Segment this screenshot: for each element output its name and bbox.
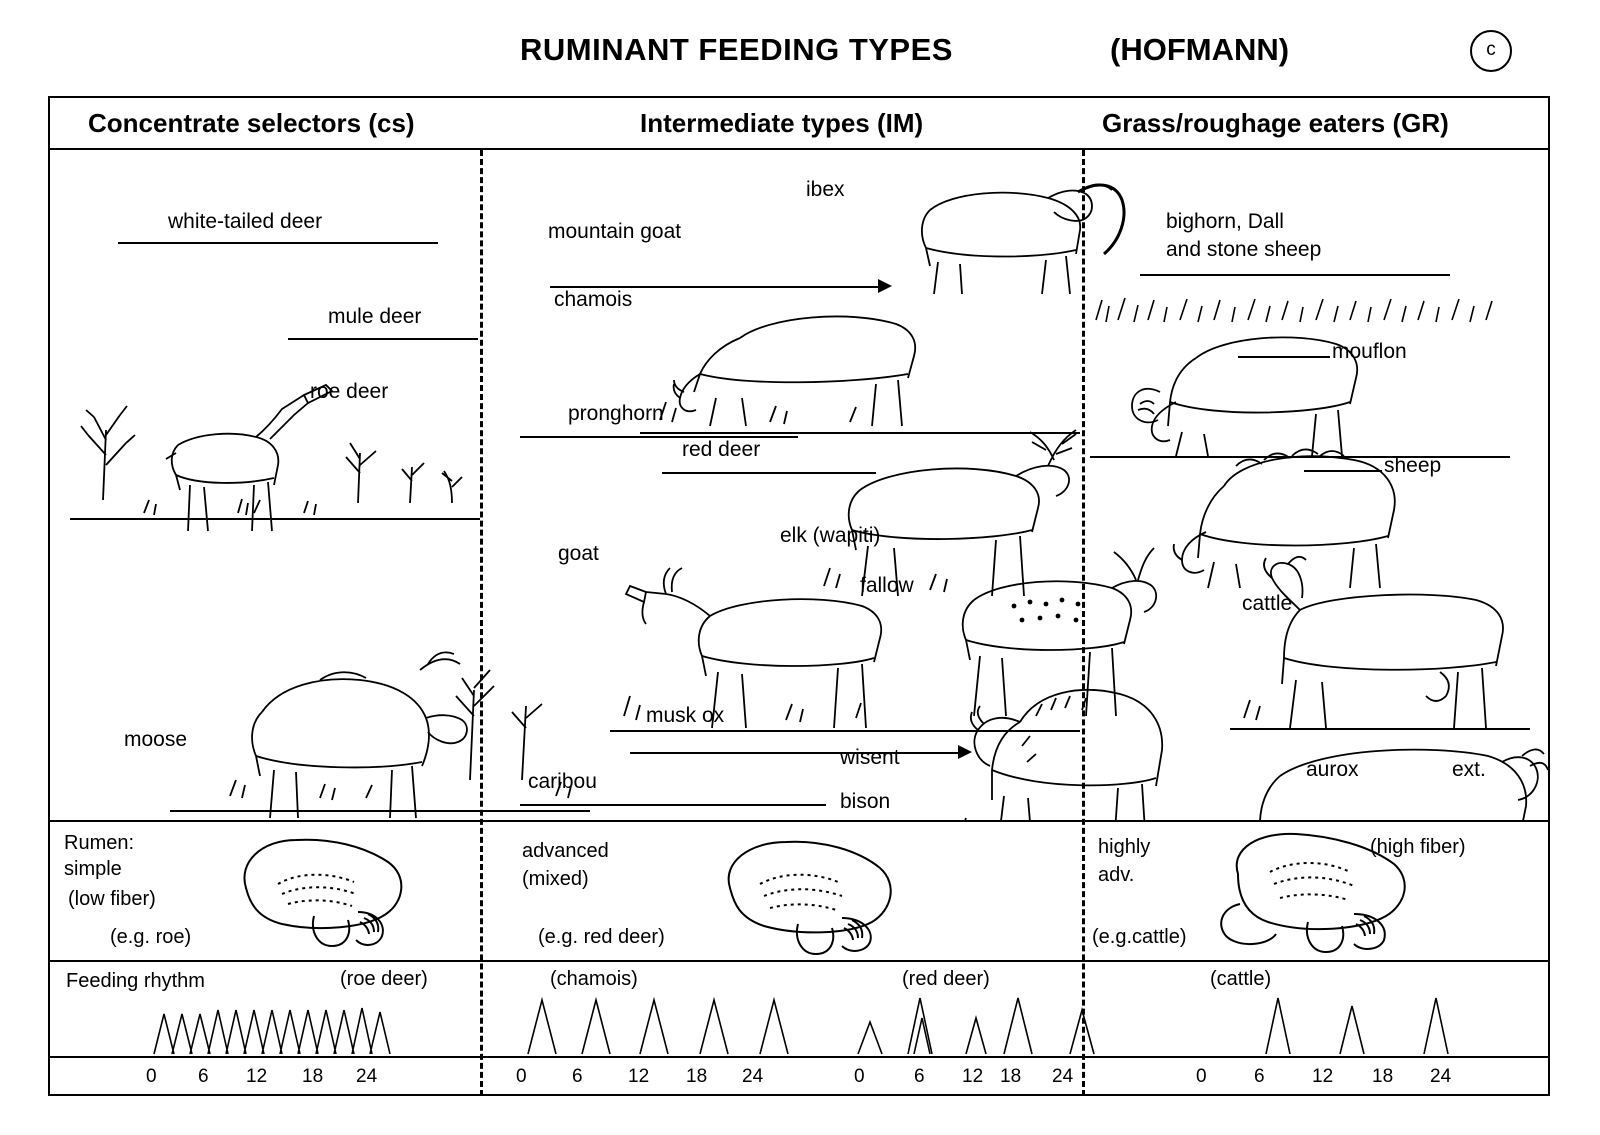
ground-line-cs-top bbox=[70, 518, 480, 520]
rumen-im-line2: (mixed) bbox=[522, 868, 589, 890]
rule-white-tailed-deer bbox=[118, 242, 438, 244]
chart-rhythm-chamois bbox=[516, 992, 816, 1056]
chart-rhythm-cattle bbox=[1200, 992, 1500, 1056]
rhythm-im-species-2: (red deer) bbox=[902, 968, 990, 990]
axis-tick-gr-0: 0 bbox=[1196, 1066, 1207, 1087]
divider-im-gr bbox=[1082, 150, 1085, 1096]
chart-rhythm-red-deer bbox=[852, 992, 1132, 1056]
label-fallow: fallow bbox=[860, 574, 914, 597]
axis-tick-im1-0: 0 bbox=[516, 1066, 527, 1087]
rumen-im-line1: advanced bbox=[522, 840, 609, 862]
diagram-frame bbox=[48, 96, 1550, 1096]
rhythm-cs-species: (roe deer) bbox=[340, 968, 428, 990]
label-goat: goat bbox=[558, 542, 599, 565]
axis-tick-cs-0: 0 bbox=[146, 1066, 157, 1087]
sketch-moose-browsing bbox=[170, 620, 590, 820]
rhythm-row-label: Feeding rhythm bbox=[66, 970, 205, 992]
rumen-gr-line1: highly bbox=[1098, 836, 1151, 858]
label-wisent: wisent bbox=[840, 746, 900, 769]
rumen-im-example: (e.g. red deer) bbox=[538, 926, 665, 948]
label-bighorn-line1: bighorn, Dall bbox=[1166, 210, 1284, 233]
column-header-im: Intermediate types (IM) bbox=[640, 108, 924, 138]
axis-tick-im1-18: 18 bbox=[686, 1066, 708, 1087]
label-mouflon: mouflon bbox=[1332, 340, 1407, 363]
label-sheep: sheep bbox=[1384, 454, 1442, 477]
rumen-cs-line2: (low fiber) bbox=[68, 888, 156, 910]
arrow-line-musk-ox bbox=[630, 752, 960, 754]
label-ibex: ibex bbox=[806, 178, 845, 201]
sketch-goat bbox=[610, 540, 910, 740]
label-red-deer: red deer bbox=[682, 438, 761, 461]
species-illustration-band bbox=[50, 150, 1548, 822]
column-header-gr: Grass/roughage eaters (GR) bbox=[1102, 108, 1449, 138]
author-label: (HOFMANN) bbox=[1110, 32, 1290, 67]
sketch-rumen-highly-advanced bbox=[1208, 830, 1428, 956]
sketch-ibex bbox=[890, 158, 1140, 298]
label-caribou: caribou bbox=[528, 770, 597, 793]
column-header-band bbox=[50, 98, 1548, 150]
feeding-rhythm-band bbox=[50, 962, 1548, 1058]
sketch-rumen-advanced bbox=[706, 836, 906, 958]
axis-tick-im2-6: 6 bbox=[914, 1066, 925, 1087]
rumen-cs-example: (e.g. roe) bbox=[110, 926, 192, 948]
sketch-chamois-grazing bbox=[650, 280, 930, 430]
axis-tick-im1-12: 12 bbox=[628, 1066, 650, 1087]
axis-tick-im2-18: 18 bbox=[1000, 1066, 1022, 1087]
time-axis-band bbox=[50, 1058, 1548, 1096]
rumen-gr-note: (high fiber) bbox=[1370, 836, 1466, 858]
rumen-gr-example: (e.g.cattle) bbox=[1092, 926, 1187, 948]
axis-tick-gr-12: 12 bbox=[1312, 1066, 1334, 1087]
rumen-row-label: Rumen: bbox=[64, 832, 135, 854]
rhythm-im-species-1: (chamois) bbox=[550, 968, 638, 990]
sketch-roe-deer-browsing bbox=[58, 335, 478, 535]
axis-tick-cs-18: 18 bbox=[302, 1066, 324, 1087]
axis-tick-gr-18: 18 bbox=[1372, 1066, 1394, 1087]
axis-tick-cs-24: 24 bbox=[356, 1066, 378, 1087]
divider-cs-im bbox=[480, 150, 483, 1096]
label-cattle: cattle bbox=[1242, 592, 1293, 615]
sketch-cattle bbox=[1230, 550, 1530, 730]
label-moose: moose bbox=[124, 728, 188, 751]
label-chamois: chamois bbox=[554, 288, 633, 311]
rule-caribou bbox=[520, 804, 826, 806]
column-header-cs: Concentrate selectors (cs) bbox=[88, 108, 415, 138]
axis-tick-cs-6: 6 bbox=[198, 1066, 209, 1087]
rhythm-gr-species: (cattle) bbox=[1210, 968, 1272, 990]
label-ext: ext. bbox=[1452, 758, 1486, 781]
rumen-cs-line1: simple bbox=[64, 858, 122, 880]
label-bighorn-line2: and stone sheep bbox=[1166, 238, 1322, 261]
sketch-aurox bbox=[1230, 710, 1548, 822]
label-white-tailed-deer: white-tailed deer bbox=[168, 210, 323, 233]
label-roe-deer: roe deer bbox=[310, 380, 389, 403]
rumen-gr-line2: adv. bbox=[1098, 864, 1135, 886]
copyright-icon: c bbox=[1470, 30, 1512, 72]
axis-tick-cs-12: 12 bbox=[246, 1066, 268, 1087]
rumen-comparison-band bbox=[50, 822, 1548, 962]
sketch-rumen-simple bbox=[218, 832, 418, 954]
axis-tick-im2-12: 12 bbox=[962, 1066, 984, 1087]
label-pronghorn: pronghorn bbox=[568, 402, 664, 425]
label-mule-deer: mule deer bbox=[328, 305, 422, 328]
label-elk-wapiti: elk (wapiti) bbox=[780, 524, 881, 547]
axis-tick-im1-24: 24 bbox=[742, 1066, 764, 1087]
chart-rhythm-roe-deer bbox=[150, 998, 450, 1056]
page-title: RUMINANT FEEDING TYPES bbox=[520, 32, 953, 67]
axis-tick-gr-24: 24 bbox=[1430, 1066, 1452, 1087]
axis-tick-im1-6: 6 bbox=[572, 1066, 583, 1087]
label-bison: bison bbox=[840, 790, 891, 813]
sketch-wisent-bison bbox=[950, 670, 1210, 822]
axis-tick-im2-0: 0 bbox=[854, 1066, 865, 1087]
rule-bighorn bbox=[1140, 274, 1450, 276]
label-mountain-goat: mountain goat bbox=[548, 220, 682, 243]
axis-tick-im2-24: 24 bbox=[1052, 1066, 1074, 1087]
label-aurox: aurox bbox=[1306, 758, 1359, 781]
axis-tick-gr-6: 6 bbox=[1254, 1066, 1265, 1087]
ground-line-cs-bottom bbox=[170, 810, 590, 812]
label-musk-ox: musk ox bbox=[646, 704, 725, 727]
